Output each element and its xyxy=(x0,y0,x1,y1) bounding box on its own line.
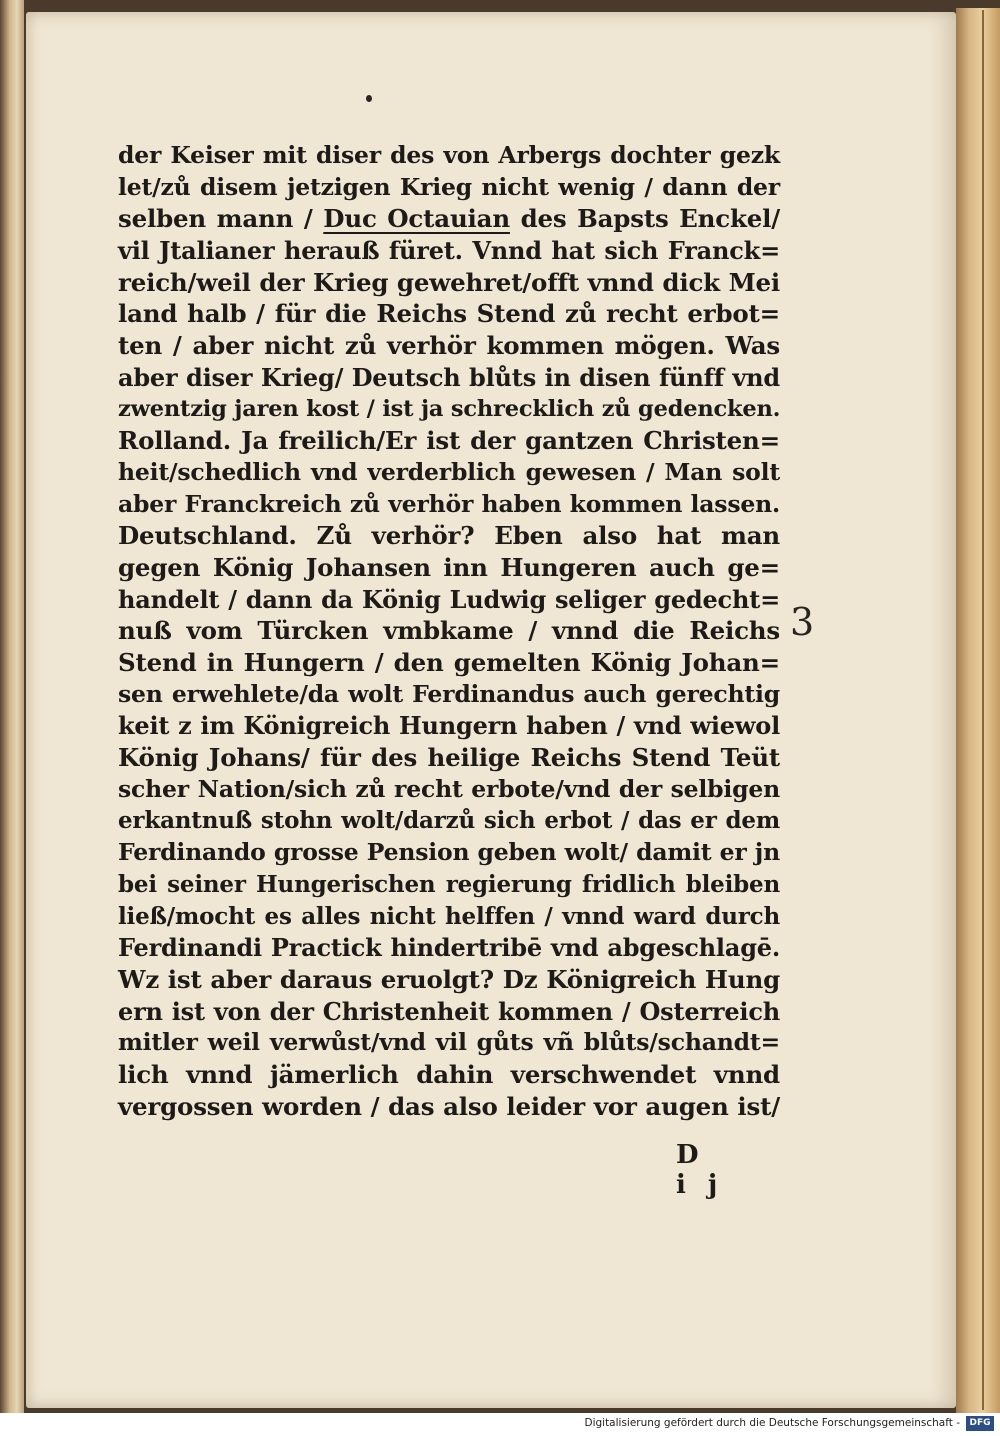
text-line: let/zů disem jetzigen Krieg nicht wenig / dann der xyxy=(118,172,780,201)
text-line: der Keiser mit diser des von Arbergs dochter gezk xyxy=(118,141,780,169)
dfg-logo: DFG xyxy=(966,1416,994,1431)
text-line-start: selben mann / xyxy=(118,204,324,234)
underlined-name: Duc Octauian xyxy=(323,204,510,234)
text-line: lich vnnd jämerlich dahin verschwendet vnnd xyxy=(118,1059,780,1089)
text-line-with-underline xyxy=(118,203,780,235)
text-line: Rolland. Ja freilich/Er ist der gantzen Christen= xyxy=(118,426,780,456)
text-line: vil Jtalianer herauß füret. Vnnd hat sich Franck= xyxy=(118,236,780,266)
text-line-end: des Bapsts Enckel/ xyxy=(509,204,780,234)
text-line: Ferdinandi Practick hindertribē vnd abgeschlagē. xyxy=(118,933,780,963)
text-line: mitler weil verwůst/vnd vil gůts vñ blůts/schandt= xyxy=(118,1028,780,1057)
text-line: scher Nation/sich zů recht erbote/vnd der selbigen xyxy=(118,774,780,803)
footer-bar xyxy=(0,1413,1000,1436)
text-line: Deutschland. Zů verhör? Eben also hat man xyxy=(118,521,780,551)
text-line: erkantnuß stohn wolt/darzů sich erbot / das er dem xyxy=(118,807,780,835)
page-text xyxy=(118,140,780,1122)
text-line: aber diser Krieg/ Deutsch blůts in disen fünff vnd xyxy=(118,362,780,392)
page-edge-line xyxy=(982,10,984,1410)
text-line: keit z im Königreich Hungern haben / vnd wiewol xyxy=(118,711,780,741)
text-line: vergossen worden / das also leider vor augen ist/ xyxy=(118,1091,780,1121)
text-line: Stend in Hungern / den gemelten König Johan= xyxy=(118,648,780,677)
margin-note: 3 xyxy=(790,600,815,644)
ink-dot xyxy=(366,95,372,102)
left-page-edge xyxy=(0,0,24,1413)
funding-notice: Digitalisierung gefördert durch die Deutsche Forschungsgemeinschaft - xyxy=(584,1417,960,1429)
text-line: nuß vom Türcken vmbkame / vnnd die Reichs xyxy=(118,616,780,646)
text-line: heit/schedlich vnd verderblich gewesen / Man solt xyxy=(118,457,780,486)
text-line: reich/weil der Krieg gewehret/offt vnnd dick Mei xyxy=(118,267,780,297)
text-line: Ferdinando grosse Pension geben wolt/ damit er jn xyxy=(118,838,780,867)
text-line: bei seiner Hungerischen regierung fridlich bleiben xyxy=(118,870,780,898)
text-line: aber Franckreich zů verhör haben kommen lassen. xyxy=(118,489,780,518)
text-line: ern ist von der Christenheit kommen / Osterreich xyxy=(118,996,780,1026)
text-line: König Johans/ für des heilige Reichs Stend Teüt xyxy=(118,743,780,773)
text-line: handelt / dann da König Ludwig seliger gedecht= xyxy=(118,584,780,614)
text-line: sen erwehlete/da wolt Ferdinandus auch gerechtig xyxy=(118,679,780,708)
text-line: land halb / für die Reichs Stend zů recht erbot= xyxy=(118,299,780,329)
text-line: zwentzig jaren kost / ist ja schrecklich zů gedencken. xyxy=(118,395,781,422)
signature-mark: D ij xyxy=(676,1140,740,1200)
text-line: Wz ist aber daraus eruolgt? Dz Königreich Hung xyxy=(118,964,780,994)
text-line: ließ/mocht es alles nicht helffen / vnnd ward durch xyxy=(118,902,780,930)
text-line: gegen König Johansen inn Hungeren auch ge= xyxy=(118,552,780,582)
right-page-edge xyxy=(956,8,1000,1413)
text-line: ten / aber nicht zů verhör kommen mögen. Was xyxy=(118,331,780,361)
